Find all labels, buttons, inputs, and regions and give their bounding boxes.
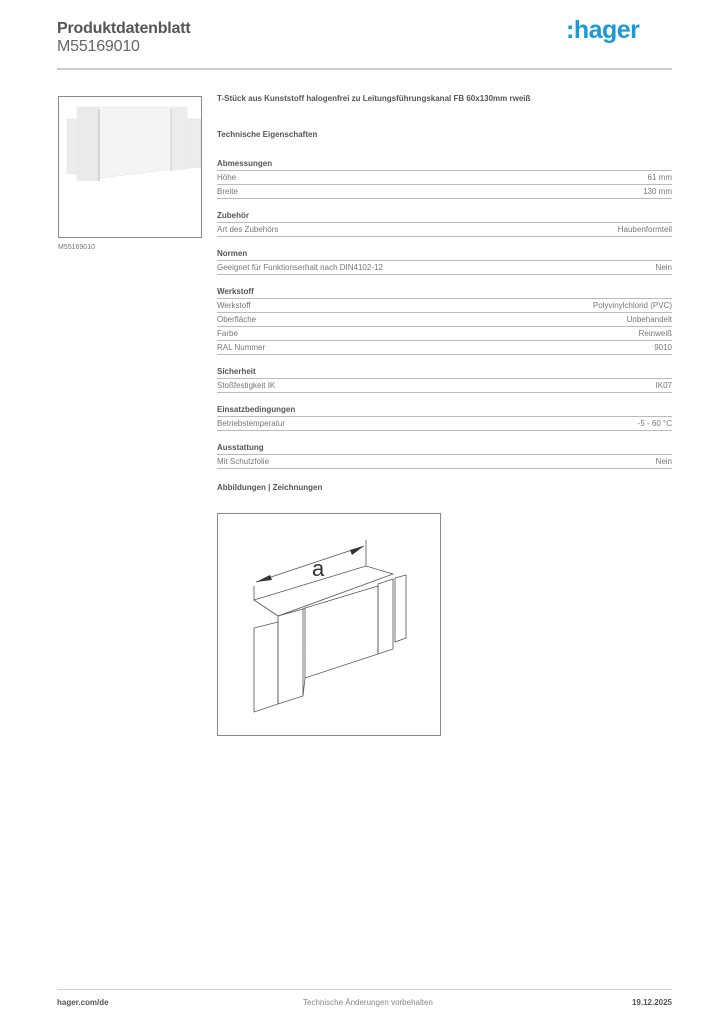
property-row	[217, 417, 672, 431]
property-label: Breite	[217, 187, 238, 196]
property-label: Geeignet für Funktionserhalt nach DIN4102-12	[217, 263, 383, 272]
property-label: Werkstoff	[217, 301, 251, 310]
tech-properties-title: Technische Eigenschaften	[217, 130, 318, 139]
product-image-caption: M55169010	[58, 244, 95, 251]
footer-divider	[57, 989, 672, 990]
product-details	[217, 94, 672, 492]
product-photo-icon	[59, 97, 201, 237]
property-label: Höhe	[217, 173, 237, 182]
property-value: Polyvinylchlorid (PVC)	[592, 301, 672, 310]
property-row	[217, 379, 672, 393]
property-label: Mit Schutzfolie	[217, 457, 270, 466]
section-title: Ausstattung	[217, 442, 672, 455]
property-value: Reinweiß	[638, 329, 672, 338]
property-label: RAL Nummer	[217, 343, 266, 352]
property-value: Haubenformteil	[617, 225, 672, 234]
property-value: -5 - 60 °C	[637, 419, 672, 428]
technical-drawing	[217, 513, 441, 736]
document-title: Produktdatenblatt	[57, 20, 191, 37]
property-row	[217, 171, 672, 185]
property-value: Nein	[655, 263, 672, 272]
section-title: Sicherheit	[217, 366, 672, 379]
section-title: Werkstoff	[217, 286, 672, 299]
property-value: 130 mm	[643, 187, 672, 196]
footer-date: 19.12.2025	[631, 998, 672, 1007]
property-row	[217, 299, 672, 313]
property-row	[217, 327, 672, 341]
dimension-label: a	[312, 556, 325, 581]
section-normen	[217, 248, 672, 275]
section-sicherheit	[217, 366, 672, 393]
drawings-title: Abbildungen | Zeichnungen	[217, 483, 323, 492]
property-label: Betriebstemperatur	[217, 419, 286, 428]
t-piece-drawing-icon	[218, 514, 440, 735]
footer-notice: Technische Änderungen vorbehalten	[303, 998, 433, 1007]
property-row	[217, 223, 672, 237]
property-row	[217, 455, 672, 469]
section-title: Zubehör	[217, 210, 672, 223]
section-abmessungen	[217, 158, 672, 199]
header-divider	[57, 68, 672, 70]
article-number: M55169010	[57, 38, 140, 55]
property-value: Unbehandelt	[626, 315, 672, 324]
section-ausstattung	[217, 442, 672, 469]
property-value: Nein	[655, 457, 672, 466]
property-value: IK07	[655, 381, 672, 390]
property-value: 9010	[654, 343, 672, 352]
section-werkstoff	[217, 286, 672, 355]
footer-website-link[interactable]: hager.com/de	[57, 998, 109, 1007]
property-value: 61 mm	[647, 173, 672, 182]
property-label: Oberfläche	[217, 315, 257, 324]
property-row	[217, 185, 672, 199]
property-row	[217, 313, 672, 327]
property-label: Farbe	[217, 329, 238, 338]
section-title: Normen	[217, 248, 672, 261]
product-description: T-Stück aus Kunststoff halogenfrei zu Leitungsführungskanal FB 60x130mm rweiß	[217, 94, 531, 103]
property-label: Art des Zubehörs	[217, 225, 279, 234]
section-title: Einsatzbedingungen	[217, 404, 672, 417]
section-title: Abmessungen	[217, 158, 672, 171]
property-label: Stoßfestigkeit IK	[217, 381, 276, 390]
hager-logo: :hager	[566, 16, 640, 44]
product-image	[58, 96, 202, 238]
section-zubehoer	[217, 210, 672, 237]
property-row	[217, 261, 672, 275]
property-row	[217, 341, 672, 355]
section-einsatzbedingungen	[217, 404, 672, 431]
